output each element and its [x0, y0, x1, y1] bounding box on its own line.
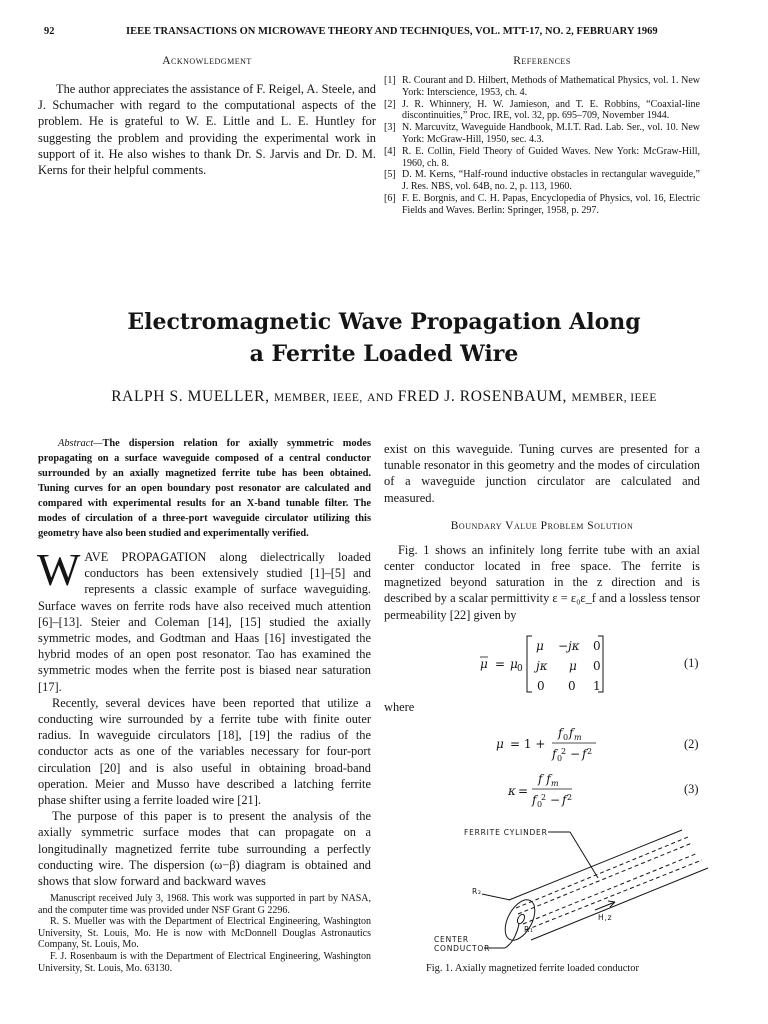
paper-title-line-1: Electromagnetic Wave Propagation Along — [127, 309, 641, 335]
figure-label-ferrite-cylinder: FERRITE CYLINDER — [464, 828, 548, 837]
drop-cap: W — [37, 544, 81, 595]
reference-item: [5] D. M. Kerns, “Half-round inductive obstacles in rectangular waveguide,” J. Res. NBS, vol. 64B, no. 2, p. 113, 1960. — [384, 169, 700, 193]
svg-text:2: 2 — [561, 747, 567, 756]
reference-item: [1] R. Courant and D. Hilbert, Methods of Mathematical Physics, vol. 1. New York: Interscience, 1953, ch. 4. — [384, 75, 700, 98]
left-column — [38, 436, 371, 889]
footnotes — [38, 893, 371, 974]
svg-text:−: − — [550, 793, 561, 807]
reference-list — [384, 75, 700, 217]
svg-text:0: 0 — [593, 639, 601, 653]
references-section — [384, 55, 700, 217]
svg-text:f: f — [582, 747, 587, 761]
acknowledgment-heading: Acknowledgment — [162, 55, 252, 67]
abstract-lead: Abstract— — [58, 438, 103, 449]
svg-text:0: 0 — [568, 679, 576, 693]
author-2: FRED J. ROSENBAUM, — [397, 388, 567, 405]
reference-item: [3] N. Marcuvitz, Waveguide Handbook, M.I.T. Rad. Lab. Ser., vol. 10. New York: McGraw-Hill, 1950, sec. 4.3. — [384, 122, 700, 145]
svg-text:f: f — [532, 793, 537, 807]
paper-title — [0, 306, 768, 370]
author-line — [0, 388, 768, 406]
abstract — [38, 436, 371, 541]
svg-text:jκ: jκ — [568, 639, 580, 653]
figure-1-caption: Fig. 1. Axially magnetized ferrite loaded conductor — [426, 963, 639, 974]
svg-text:f: f — [562, 793, 567, 807]
svg-text:2: 2 — [587, 747, 593, 756]
svg-text:0: 0 — [517, 664, 523, 674]
svg-text:2: 2 — [567, 793, 573, 802]
svg-text:f: f — [552, 747, 557, 761]
figure-1-ferrite-loaded-conductor — [420, 820, 720, 962]
body-paragraph-fig1-description: Fig. 1 shows an infinitely long ferrite tube with an axial center conductor located in free space. The ferrite is magnetized beyond saturation in the z direction and is described by a scalar permittivity ε = ε₀ε_f and a lossless tensor permeability [22] given by — [384, 542, 700, 622]
running-header — [0, 22, 768, 42]
svg-text:0: 0 — [563, 733, 569, 742]
svg-text:f: f — [558, 726, 563, 740]
body-paragraph-2: Recently, several devices have been reported that utilize a conducting wire surrounded by a ferrite tube with finite outer radius. In waveguide circulators [18], [19] the radius of the conductor acts as one of the variables necessary for four-port circulation [20] and is also useful in obtaining broad-band operation. Meier and Musso have described a latching ferrite phase shifter using a ferrite loaded wire [21]. — [38, 695, 371, 808]
journal-running-title: IEEE TRANSACTIONS ON MICROWAVE THEORY AND TECHNIQUES, VOL. MTT-17, NO. 2, FEBRUARY 1969 — [126, 26, 658, 37]
svg-text:μ: μ — [569, 659, 577, 673]
equation-2-mu — [494, 722, 624, 766]
intro-caps: AVE PROPAGATION — [84, 550, 207, 564]
svg-text:2: 2 — [541, 793, 547, 802]
equation-3-number: (3) — [684, 782, 699, 796]
author-conjunction: AND — [367, 392, 394, 404]
svg-text:jκ: jκ — [536, 659, 548, 673]
paper-title-line-2: a Ferrite Loaded Wire — [249, 341, 519, 367]
equation-1-number: (1) — [684, 656, 699, 670]
svg-text:μ: μ — [510, 657, 518, 671]
svg-text:−: − — [558, 639, 569, 653]
footnote-author-2: F. J. Rosenbaum is with the Department of Electrical Engineering, Washington University, St. Louis, Mo. 63130. — [38, 950, 371, 974]
svg-text:=: = — [518, 784, 529, 798]
reference-item: [4] R. E. Collin, Field Theory of Guided Waves. New York: McGraw-Hill, 1960, ch. 8. — [384, 145, 700, 169]
page-number: 92 — [44, 26, 55, 37]
author-1: RALPH S. MUELLER, — [111, 388, 270, 405]
svg-text:0: 0 — [557, 754, 563, 763]
svg-text:0: 0 — [593, 659, 601, 673]
intro-text: along dielectrically loaded conductors has been extensively studied [1]–[5] and represents a classic example of surface waveguiding. Surface waves on ferrite rods have also received much attention [6]–[13]. Steier and Coleman [14], [15] studied the axially symmetric modes, and Godtman and Haas [16] investigated the hybrid modes of an open post resonator. Tao has examined the symmetric modes when the ferrite post is biased near saturation [17]. — [38, 550, 371, 694]
svg-text:0: 0 — [537, 679, 545, 693]
svg-text:m: m — [574, 733, 582, 742]
reference-item: [2] J. R. Whinnery, H. W. Jamieson, and T. E. Robbins, “Coaxial-line discontinuities,” Proc. IRE, vol. 32, pp. 695–709, November 1944. — [384, 98, 700, 122]
where-label: where — [384, 700, 415, 714]
svg-text:κ: κ — [508, 784, 516, 798]
footnote-author-1: R. S. Mueller was with the Department of Electrical Engineering, Washington University, St. Louis, Mo. He is now with McDonnell Douglas Astronautics Company, St. Louis, Mo. — [38, 916, 371, 951]
svg-text:−: − — [570, 747, 581, 761]
svg-text:= 1 +: = 1 + — [510, 737, 546, 751]
body-paragraph-continued: exist on this waveguide. Tuning curves are presented for a tunable resonator in this geometry and the modes of circulation of a waveguide junction circulator are calculated and measured. — [384, 442, 700, 505]
svg-text:μ: μ — [536, 639, 544, 653]
equation-3-kappa — [506, 768, 606, 812]
figure-label-field: H,z — [598, 913, 613, 922]
svg-text:f: f — [569, 726, 574, 740]
svg-text:m: m — [551, 779, 559, 788]
footnote-manuscript: Manuscript received July 3, 1968. This work was supported in part by NASA, and the computer time was provided under NSF Grant G 2296. — [38, 893, 371, 916]
figure-label-r1: R₁ — [524, 925, 534, 934]
references-heading: References — [513, 55, 571, 67]
acknowledgment-text: The author appreciates the assistance of F. Reigel, A. Steele, and J. Schumacher with regard to the computational aspects of the problem. He is grateful to W. E. Little and L. E. Huntley for suggesting the problem and providing the experimental work in support of it. He also wishes to thank Dr. S. Jarvis and Dr. D. M. Kerns for their helpful comments. — [38, 82, 376, 178]
svg-text:μ: μ — [480, 657, 488, 671]
equation-2-number: (2) — [684, 737, 699, 751]
figure-label-r2: R₂ — [472, 887, 482, 896]
introduction-paragraph — [37, 544, 371, 695]
svg-text:f f: f f — [538, 772, 551, 786]
right-column — [384, 441, 700, 623]
body-paragraph-3: The purpose of this paper is to present the analysis of the axially symmetric surface modes that can propagate on a longitudinally magnetized ferrite tube surrounding a perfectly conducting wire. The dispersion (ω−β) diagram is obtained and shows that slow forward and backward waves — [38, 809, 371, 889]
svg-text:1: 1 — [593, 679, 601, 693]
figure-label-center: CENTER — [434, 935, 469, 944]
svg-text:=: = — [495, 657, 506, 671]
figure-label-conductor: CONDUCTOR — [434, 944, 491, 953]
acknowledgment-section — [38, 55, 376, 178]
abstract-text: The dispersion relation for axially symmetric modes propagating on a surface waveguide composed of a central conductor surrounded by an axially magnetized ferrite tube has been obtained. Tuning curves for an open boundary post resonator are calculated and compared with experimental results for an X-band tunable filter. The modes of circulation of a three-port waveguide circulator utilizing this geometry have also been studied and experimentally verified. — [38, 438, 371, 539]
author-1-membership: MEMBER, IEEE, — [274, 392, 363, 404]
svg-text:μ: μ — [496, 737, 504, 751]
reference-item: [6] F. E. Borgnis, and C. H. Papas, Encyclopedia of Physics, vol. 16, Electric Fields and Waves. Berlin: Springer, 1958, p. 297. — [384, 192, 700, 216]
author-2-membership: MEMBER, IEEE — [571, 392, 657, 404]
svg-text:0: 0 — [537, 800, 543, 809]
section-heading: Boundary Value Problem Solution — [450, 519, 634, 532]
